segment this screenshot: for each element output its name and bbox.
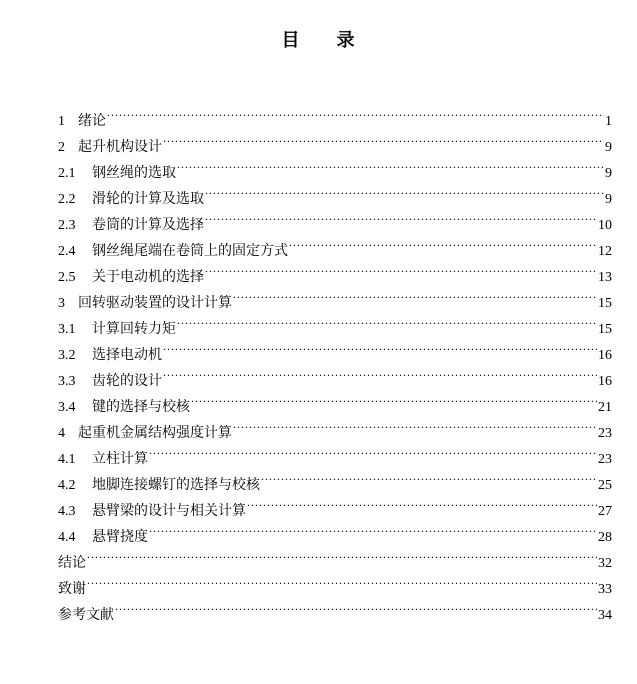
toc-entry[interactable] [58,125,612,155]
toc-dot-leader [247,489,597,515]
toc-entry-label: 关于电动机的选择 [92,269,204,285]
toc-entry-label: 立柱计算 [92,451,148,467]
toc-dot-leader [205,255,597,281]
toc-entry[interactable] [58,99,612,129]
toc-entry-label: 选择电动机 [92,347,162,363]
toc-dot-leader [191,385,597,411]
toc-entry-page-number: 16 [598,348,612,363]
toc-entry-page-number: 9 [605,192,612,207]
toc-dot-leader [87,567,597,593]
toc-entry-page-number: 28 [598,530,612,545]
toc-dot-leader [289,229,597,255]
toc-entry[interactable] [58,593,612,623]
toc-entry-label: 回转驱动装置的设计计算 [78,295,232,311]
toc-entry-page-number: 15 [598,296,612,311]
toc-entry-number: 4.2 [58,478,76,493]
toc-entry-number: 3.1 [58,322,76,337]
table-of-contents [58,99,612,623]
toc-entry-page-number: 10 [598,218,612,233]
toc-entry-label: 致谢 [58,581,86,597]
title-char-2: 录 [336,30,356,51]
toc-entry-label: 地脚连接螺钉的选择与校核 [92,477,260,493]
toc-entry-page-number: 32 [598,556,612,571]
toc-dot-leader [163,125,604,151]
toc-dot-leader [149,515,597,541]
toc-dot-leader [205,203,597,229]
toc-entry-page-number: 27 [598,504,612,519]
toc-entry-number: 2.3 [58,218,76,233]
toc-entry-label: 卷筒的计算及选择 [92,217,204,233]
toc-entry-label: 结论 [58,555,86,571]
toc-entry-label: 齿轮的设计 [92,373,162,389]
toc-entry-page-number: 9 [605,140,612,155]
toc-entry-label: 键的选择与校核 [92,399,190,415]
toc-entry-number: 4 [58,426,65,441]
toc-entry-page-number: 15 [598,322,612,337]
toc-entry[interactable] [58,567,612,597]
toc-entry-label: 起重机金属结构强度计算 [78,425,232,441]
toc-entry-label: 计算回转力矩 [92,321,176,337]
toc-entry-label: 参考文献 [58,607,114,623]
toc-dot-leader [163,333,597,359]
toc-entry[interactable] [58,541,612,571]
toc-entry-label: 钢丝绳尾端在卷筒上的固定方式 [92,243,288,259]
toc-entry-number: 3.2 [58,348,76,363]
toc-entry-number: 2.5 [58,270,76,285]
toc-dot-leader [233,411,597,437]
toc-entry-page-number: 23 [598,426,612,441]
toc-entry-page-number: 13 [598,270,612,285]
toc-dot-leader [233,281,597,307]
toc-entry-label: 悬臂梁的设计与相关计算 [92,503,246,519]
toc-entry-label: 滑轮的计算及选取 [92,191,204,207]
toc-entry-number: 2.1 [58,166,76,181]
toc-entry-page-number: 34 [598,608,612,623]
toc-entry-number: 4.3 [58,504,76,519]
toc-entry-page-number: 1 [605,114,612,129]
toc-dot-leader [205,177,604,203]
toc-entry-page-number: 9 [605,166,612,181]
toc-entry-page-number: 33 [598,582,612,597]
toc-entry-number: 2.2 [58,192,76,207]
toc-dot-leader [149,437,597,463]
toc-entry-label: 悬臂挠度 [92,529,148,545]
toc-entry-page-number: 25 [598,478,612,493]
toc-entry-number: 2.4 [58,244,76,259]
toc-entry-number: 3.4 [58,400,76,415]
page-title [0,26,637,52]
toc-dot-leader [115,593,597,619]
toc-entry-label: 起升机构设计 [78,139,162,155]
toc-dot-leader [107,99,604,125]
toc-dot-leader [163,359,597,385]
toc-entry-label: 钢丝绳的选取 [92,165,176,181]
toc-entry-page-number: 16 [598,374,612,389]
toc-entry-number: 3 [58,296,65,311]
toc-entry-label: 绪论 [78,113,106,129]
toc-dot-leader [261,463,597,489]
toc-entry-number: 1 [58,114,65,129]
toc-entry-page-number: 12 [598,244,612,259]
toc-entry-page-number: 23 [598,452,612,467]
toc-entry-number: 4.4 [58,530,76,545]
toc-entry-number: 2 [58,140,65,155]
toc-entry-page-number: 21 [598,400,612,415]
toc-dot-leader [87,541,597,567]
toc-dot-leader [177,307,597,333]
title-char-1: 目 [281,30,301,51]
toc-entry-number: 3.3 [58,374,76,389]
toc-dot-leader [177,151,604,177]
toc-entry-number: 4.1 [58,452,76,467]
